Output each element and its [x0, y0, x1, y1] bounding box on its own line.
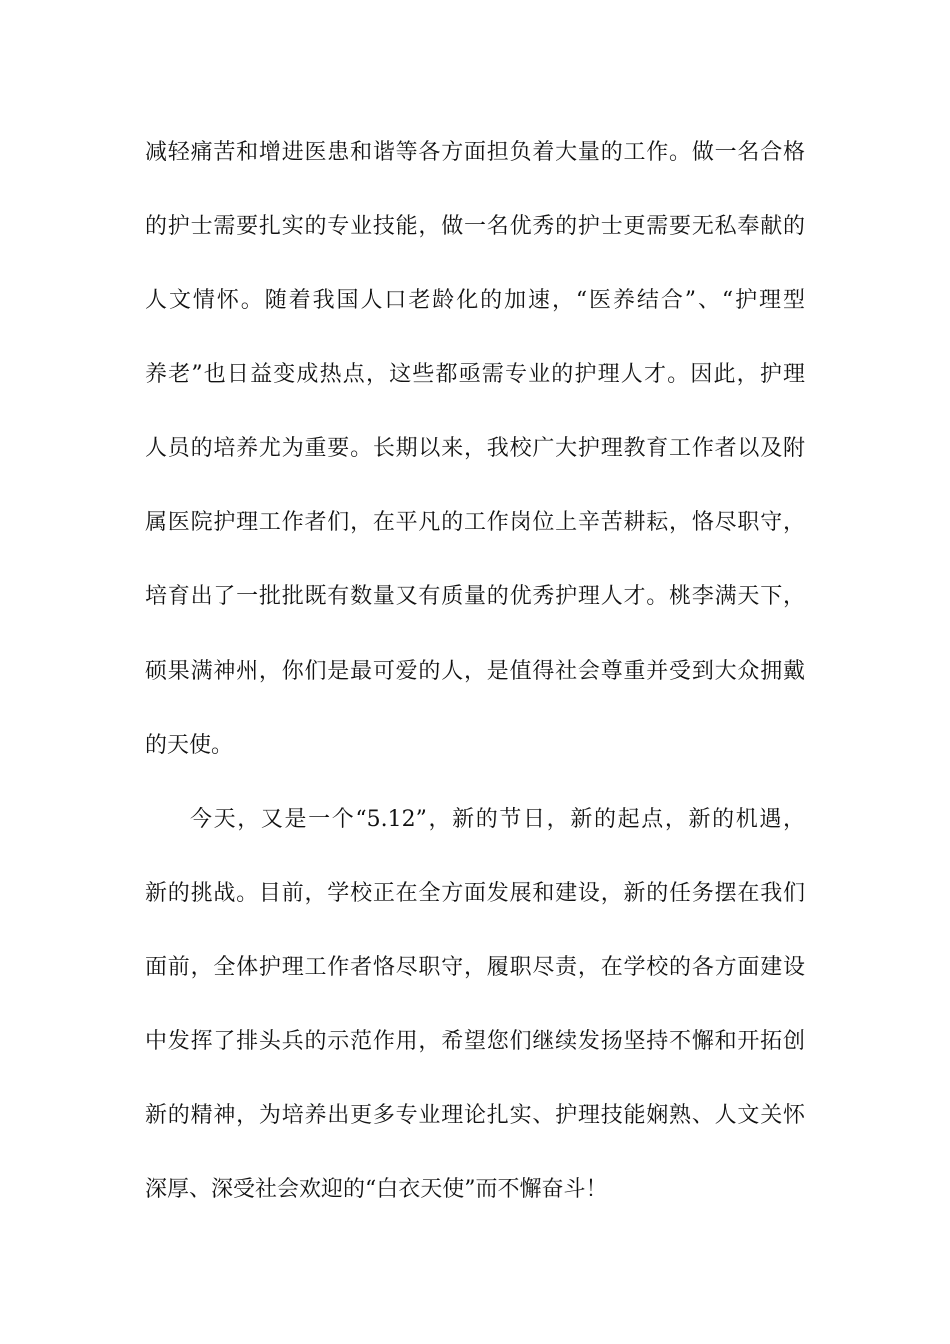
paragraph-1-line-6: 属医院护理工作者们，在平凡的工作岗位上辛苦耕耘，恪尽职守， — [145, 510, 805, 535]
paragraph-2-line-5: 新的精神，为培养出更多专业理论扎实、护理技能娴熟、人文关怀 — [145, 1103, 805, 1128]
paragraph-2-line-4: 中发挥了排头兵的示范作用，希望您们继续发扬坚持不懈和开拓创 — [145, 1029, 805, 1054]
paragraph-1-line-2: 的护士需要扎实的专业技能，做一名优秀的护士更需要无私奉献的 — [145, 214, 805, 239]
paragraph-1-line-8: 硕果满神州，你们是最可爱的人，是值得社会尊重并受到大众拥戴 — [145, 659, 805, 684]
paragraph-2-line-3: 面前，全体护理工作者恪尽职守，履职尽责，在学校的各方面建设 — [145, 955, 805, 980]
paragraph-2-line-1: 今天，又是一个“5.12”，新的节日，新的起点，新的机遇， — [190, 807, 805, 832]
paragraph-2-line-6: 深厚、深受社会欢迎的“白衣天使”而不懈奋斗！ — [145, 1177, 608, 1202]
paragraph-1-line-3: 人文情怀。随着我国人口老龄化的加速，“医养结合”、“护理型 — [145, 288, 805, 313]
paragraph-1-line-9: 的天使。 — [145, 733, 234, 758]
paragraph-2-line-2: 新的挑战。目前，学校正在全方面发展和建设，新的任务摆在我们 — [145, 881, 805, 906]
paragraph-1-line-7: 培育出了一批批既有数量又有质量的优秀护理人才。桃李满天下， — [145, 584, 805, 609]
paragraph-1-line-4: 养老”也日益变成热点，这些都亟需专业的护理人才。因此，护理 — [145, 362, 805, 387]
paragraph-1-line-5: 人员的培养尤为重要。长期以来，我校广大护理教育工作者以及附 — [145, 436, 805, 461]
paragraph-1-line-1: 减轻痛苦和增进医患和谐等各方面担负着大量的工作。做一名合格 — [145, 140, 805, 165]
